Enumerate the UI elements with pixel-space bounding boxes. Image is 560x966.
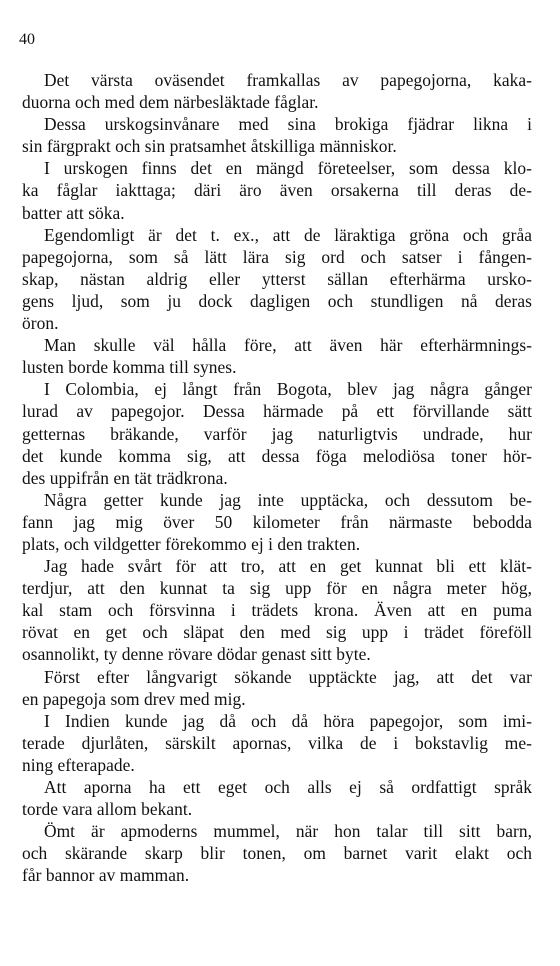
text-line: öron.: [22, 313, 59, 334]
text-line: och skärande skarp blir tonen, om barnet varit elakt och: [22, 843, 532, 864]
page-number: 40: [19, 31, 35, 48]
text-line: fann jag mig över 50 kilometer från närmaste bebodda: [22, 511, 532, 532]
text-line: batter att söka.: [22, 202, 125, 223]
text-line: terade djurlåten, särskilt apornas, vilka de i bokstavlig me-: [22, 732, 532, 753]
text-line: osannolikt, ty denne rövare dödar genast sitt byte.: [22, 644, 371, 665]
text-line: rövat en get och släpat den med sig upp i trädet föreföll: [22, 622, 532, 643]
text-line: I urskogen finns det en mängd företeelser, som dessa klo-: [44, 158, 532, 179]
text-line: ka fåglar iakttaga; däri äro även orsakerna till deras de-: [22, 180, 532, 201]
text-line: terdjur, att den kunnat ta sig upp för en några meter hög,: [22, 578, 532, 599]
text-line: kal stam och försvinna i trädets krona. Även att en puma: [22, 600, 532, 621]
text-line: torde vara allom bekant.: [22, 799, 193, 820]
text-line: duorna och med dem närbesläktade fåglar.: [22, 92, 319, 113]
text-line: gens ljud, som ju dock dagligen och stundligen nå deras: [22, 290, 532, 311]
text-line: skap, nästan aldrig eller ytterst sällan efterhärma ursko-: [22, 268, 532, 289]
text-line: får bannor av mamman.: [22, 865, 190, 886]
body-text: [22, 69, 532, 886]
text-line: Att aporna ha ett eget och alls ej så ordfattigt språk: [44, 777, 532, 797]
text-line: sin färgprakt och sin pratsamhet åtskilliga människor.: [22, 136, 397, 157]
text-line: Några getter kunde jag inte upptäcka, och dessutom be-: [44, 489, 532, 510]
text-line: det kunde komma sig, att dessa föga melodiösa toner hör-: [22, 445, 532, 466]
text-line: Först efter långvarigt sökande upptäckte jag, att det var: [44, 666, 532, 687]
text-line: en papegoja som drev med mig.: [22, 688, 246, 709]
text-line: Man skulle väl hålla före, att även här efterhärmnings-: [44, 335, 532, 356]
text-line: plats, och vildgetter förekommo ej i den trakten.: [22, 533, 361, 554]
text-line: I Indien kunde jag då och då höra papegojor, som imi-: [44, 710, 532, 731]
text-line: lurad av papegojor. Dessa härmade på ett förvillande sätt: [22, 401, 532, 422]
text-line: papegojorna, som så lätt lära sig ord och satser i fången-: [22, 246, 532, 267]
text-line: I Colombia, ej långt från Bogota, blev jag några gånger: [44, 379, 532, 400]
text-line: des uppifrån en tät trädkrona.: [22, 467, 228, 488]
text-line: Dessa urskogsinvånare med sina brokiga fjädrar likna i: [44, 114, 532, 135]
text-line: getternas bräkande, varför jag naturligtvis undrade, hur: [22, 423, 532, 444]
text-line: lusten borde komma till synes.: [22, 357, 237, 378]
text-line: Jag hade svårt för att tro, att en get kunnat bli ett klät-: [44, 556, 532, 577]
text-line: Ömt är apmoderns mummel, när hon talar till sitt barn,: [44, 821, 532, 842]
text-line: Det värsta oväsendet framkallas av papegojorna, kaka-: [44, 70, 532, 90]
text-line: Egendomligt är det t. ex., att de läraktiga gröna och gråa: [44, 224, 532, 245]
text-line: ning efterapade.: [22, 754, 135, 775]
